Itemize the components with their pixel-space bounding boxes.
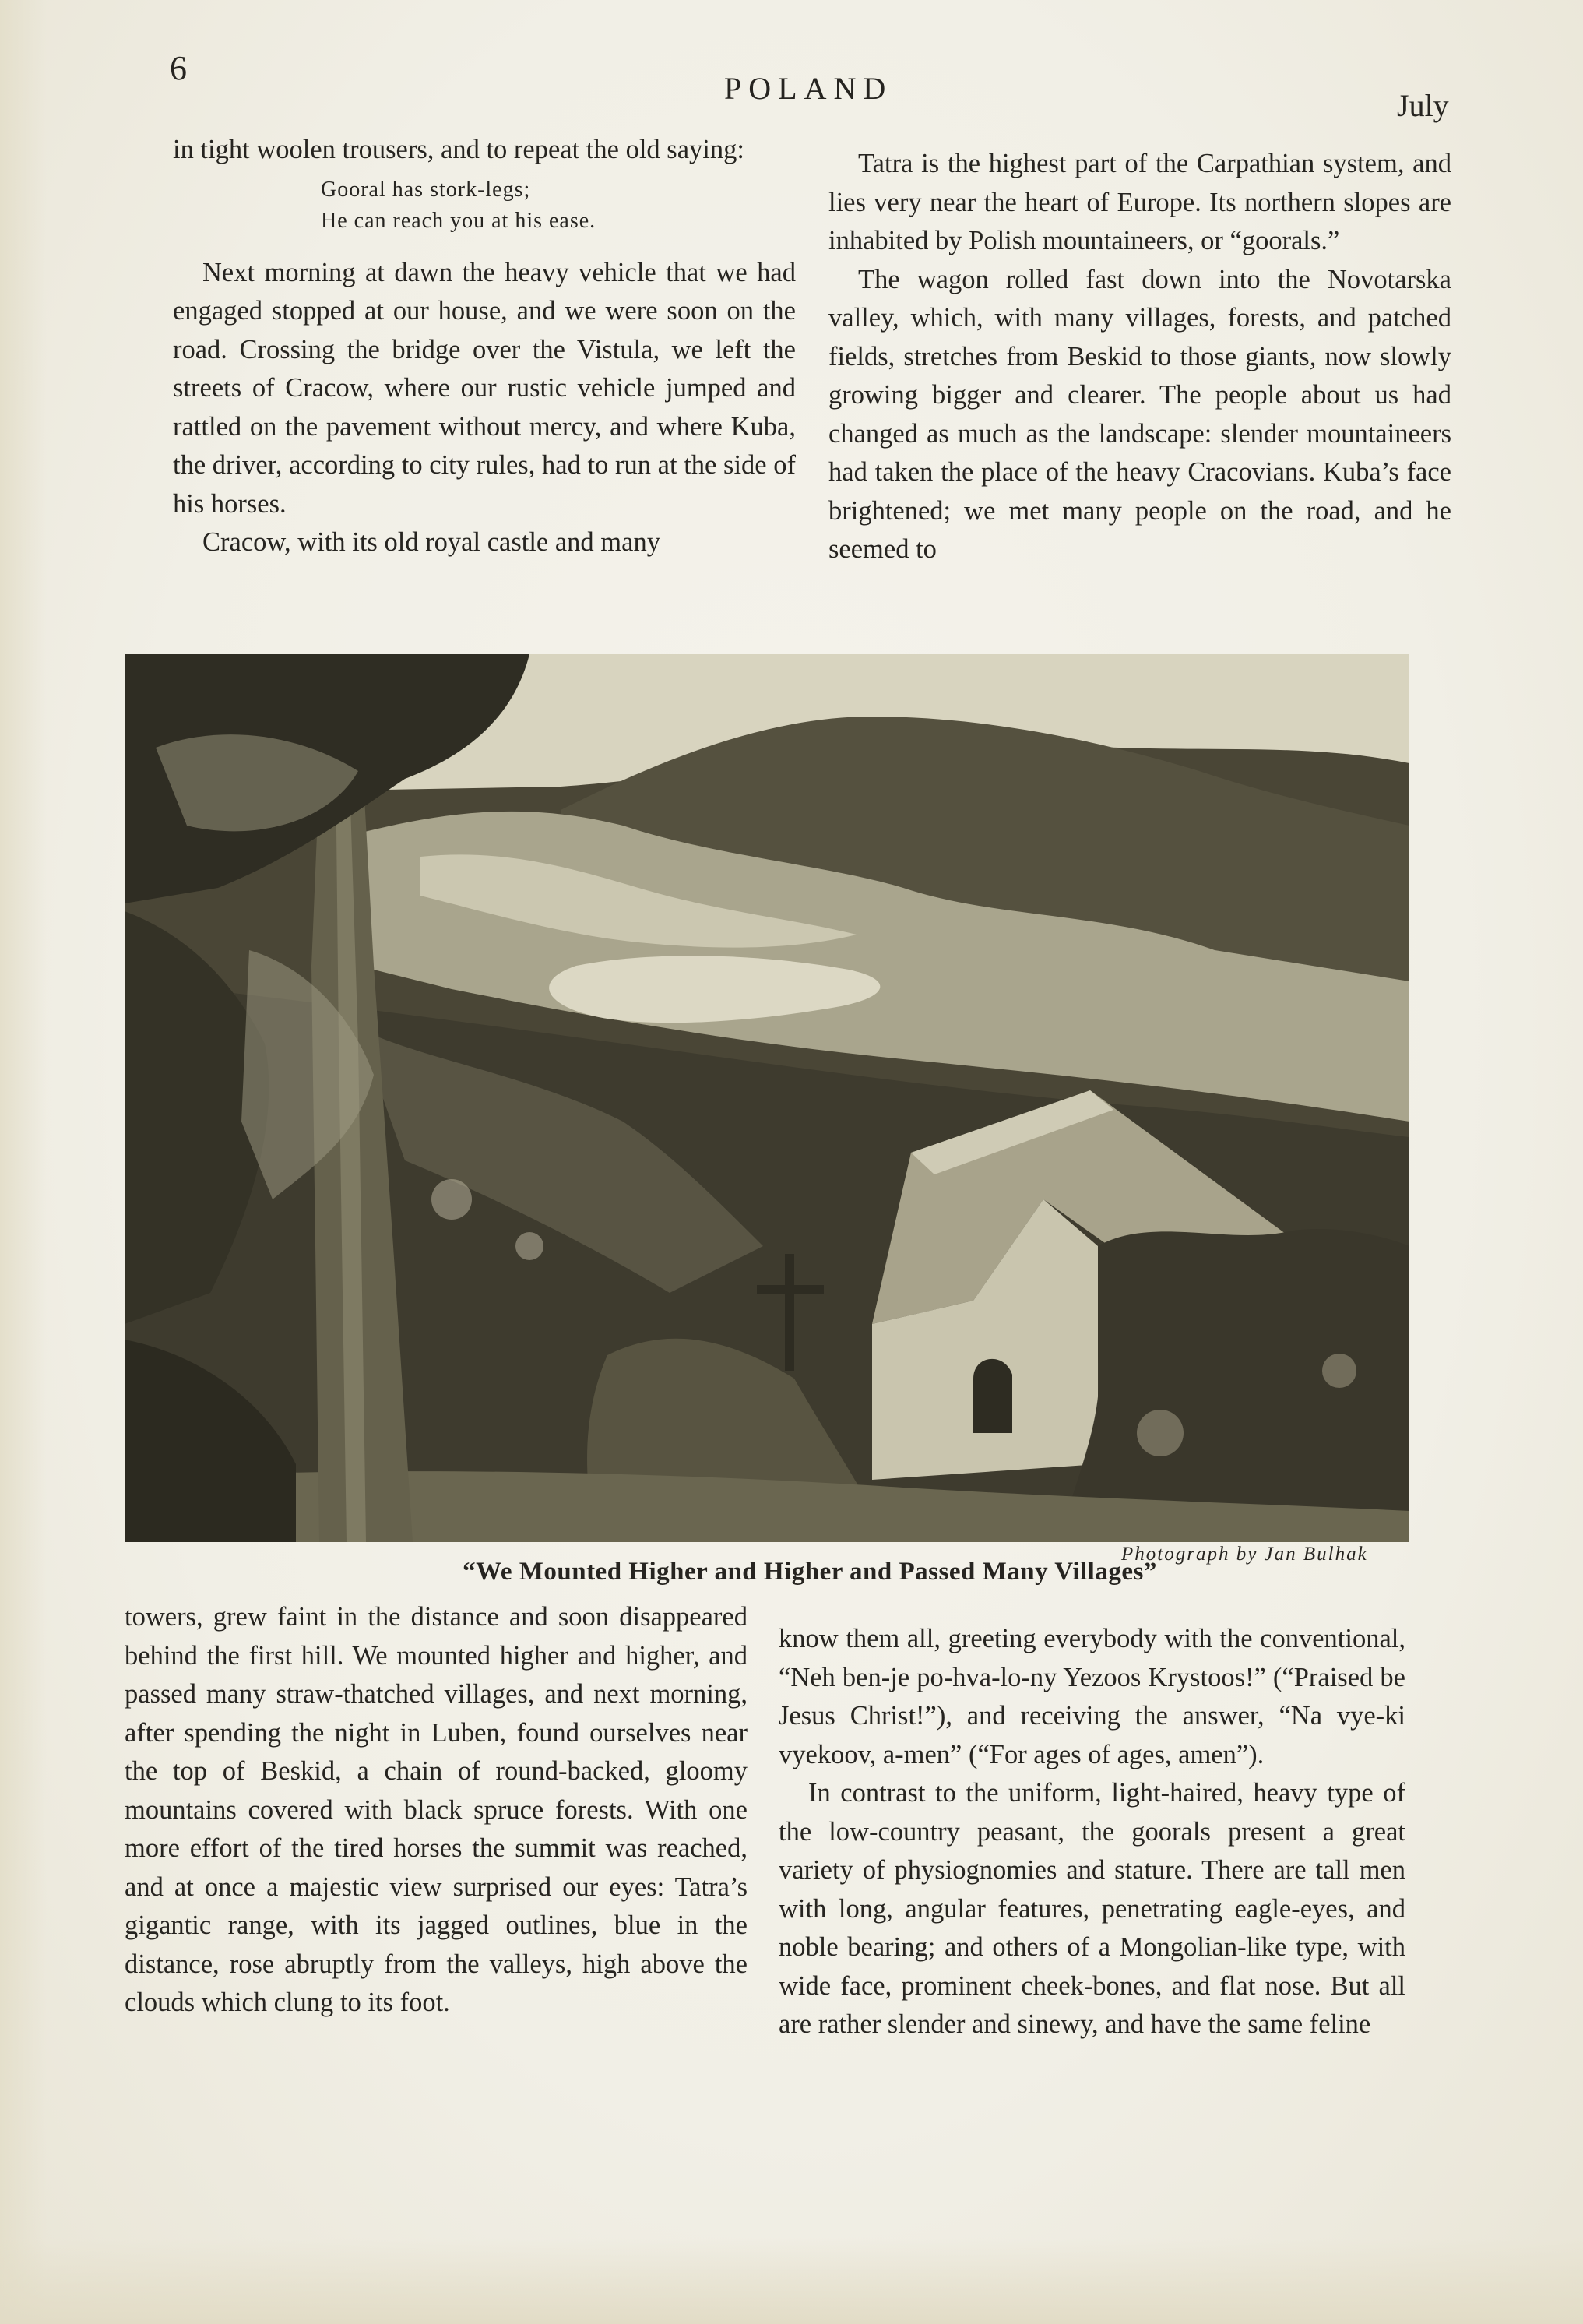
paragraph: Tatra is the highest part of the Carpathian system, and lies very near the heart of Europe. Its northern slopes are inhabited by Polish mountaineers, or “goorals.” — [828, 149, 1451, 255]
column-bottom-right — [779, 1620, 1405, 2044]
verse-line: He can reach you at his ease. — [321, 208, 596, 233]
photo-credit: Photograph by Jan Bulhak — [1121, 1544, 1368, 1565]
column-top-right — [828, 145, 1451, 569]
paragraph: The wagon rolled fast down into the Novotarska valley, which, with many villages, forests, and patched fields, stretches from Beskid to those giants, now slowly growing bigger and clearer. The people about us had changed as much as the landscape: slender mountaineers had taken the place of the heavy Cracovians. Kuba’s face brightened; we met many people on the road, and he seemed to — [828, 264, 1451, 564]
photograph-mountain-chapel — [125, 654, 1409, 1542]
paragraph: in tight woolen trousers, and to repeat the old saying: — [173, 135, 744, 164]
verse-quote — [321, 174, 796, 237]
photo-illustration — [125, 654, 1409, 1542]
paragraph: towers, grew faint in the distance and soon disappeared behind the first hill. We mounted higher and higher, and passed many straw-thatched villages, and next morning, after spending the night in Luben, found ourselves near the top of Beskid, a chain of round-backed, gloomy mountains covered with black spruce forests. With one more effort of the tired horses the summit was reached, and at once a majestic view surprised our eyes: Tatra’s gigantic range, with its jagged outlines, blue in the distance, rose abruptly from the valleys, high above the clouds which clung to its foot. — [125, 1602, 748, 2017]
paragraph: Cracow, with its old royal castle and many — [202, 527, 660, 557]
verse-line: Gooral has stork-legs; — [321, 177, 531, 202]
paragraph: know them all, greeting everybody with the conventional, “Neh ben-je po-hva-lo-ny Yezoos Krystoos!” (“Praised be Jesus Christ!”), and receiving the answer, “Na vye-ki vyekoov, a-men” (“For ages of ages, amen”). — [779, 1624, 1405, 1769]
photo-caption: “We Mounted Higher and Higher and Passed Many Villages” — [463, 1558, 1157, 1586]
running-head: POLAND — [724, 71, 893, 106]
issue-month: July — [1397, 88, 1449, 123]
column-bottom-left — [125, 1598, 748, 2023]
paragraph: In contrast to the uniform, light-haired, heavy type of the low-country peasant, the goorals present a great variety of physiognomies and stature. There are tall men with long, angular features, penetrating eagle-eyes, and noble bearing; and others of a Mongolian-like type, with wide face, prominent cheek-bones, and flat nose. But all are rather slender and sinewy, and have the same feline — [779, 1778, 1405, 2039]
column-top-left — [173, 131, 796, 562]
page-edge-shadow-left — [0, 0, 47, 2324]
page-edge-shadow-bottom — [0, 2238, 1583, 2324]
page-number: 6 — [170, 49, 187, 87]
paragraph: Next morning at dawn the heavy vehicle that we had engaged stopped at our house, and we were soon on the road. Crossing the bridge over the Vistula, we left the streets of Cracow, where our rustic vehicle jumped and rattled on the pavement without mercy, and where Kuba, the driver, according to city rules, had to run at the side of his horses. — [173, 257, 796, 519]
